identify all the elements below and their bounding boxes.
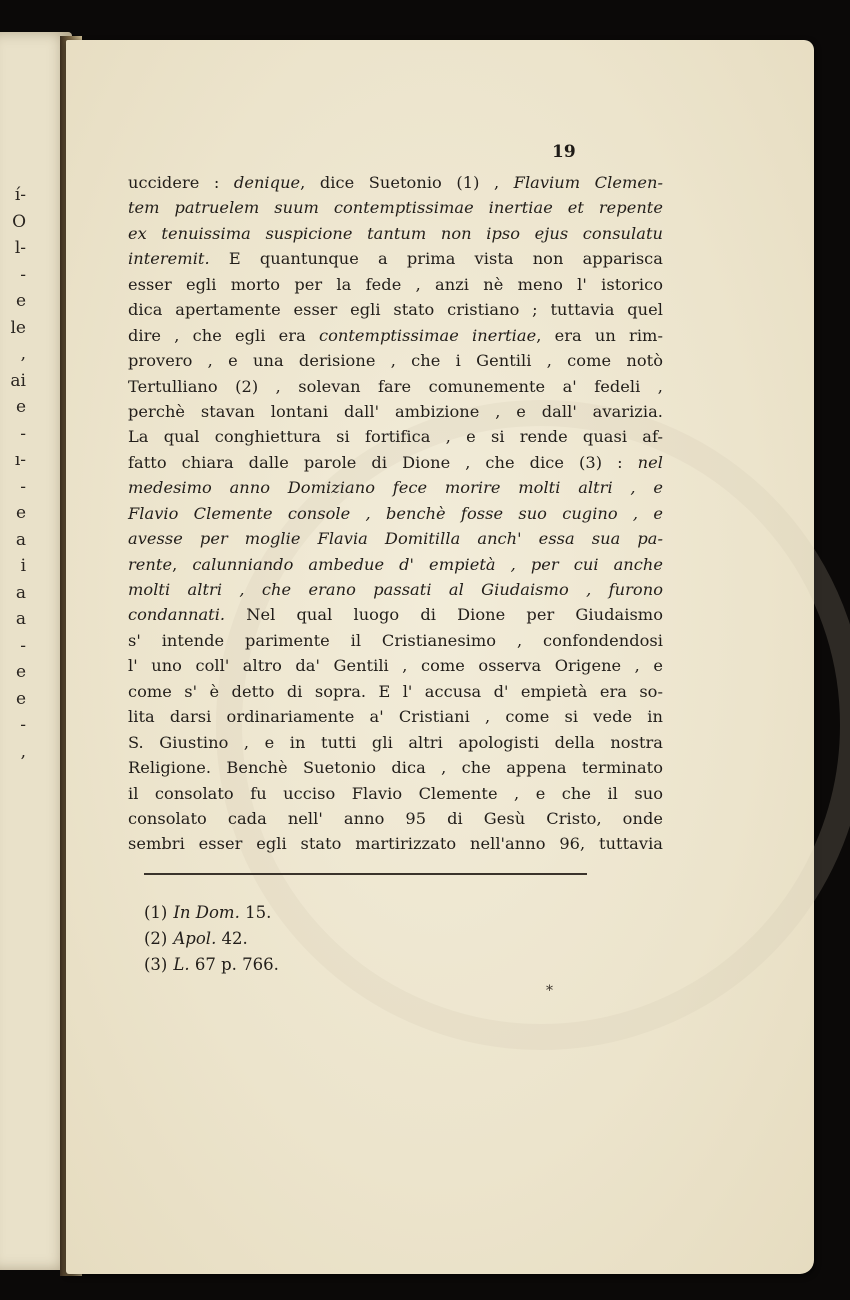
previous-page-fragment: - [20, 476, 26, 497]
text-line [128, 475, 663, 500]
italic-text: condannati. [128, 605, 226, 625]
text-line [128, 424, 663, 449]
roman-text: l' uno coll' altro da' Gentili , come osserva Origene , e [128, 656, 663, 676]
text-line [128, 806, 663, 831]
roman-text: lita darsi ordinariamente a' Cristiani , come si vede in [128, 707, 663, 727]
italic-text: tem patruelem suum contemptissimae inertiae et repente [128, 198, 663, 218]
roman-text: consolato cada nell' anno 95 di Gesù Cristo, onde [128, 808, 663, 828]
footnote [144, 900, 279, 926]
previous-page-fragment: e [15, 688, 26, 709]
roman-text: dire , che egli era [128, 325, 319, 345]
previous-page-fragment: ı- [14, 450, 26, 470]
text-line [128, 577, 663, 602]
text-line [128, 781, 663, 806]
italic-text: calunniando ambedue d' empietà , per cui anche [192, 554, 663, 574]
previous-page-fragment: ai [10, 370, 26, 391]
text-line [128, 399, 663, 424]
roman-text: fatto chiara dalle parole di Dione , che dice (3) : [128, 452, 638, 472]
text-line [128, 730, 663, 755]
roman-text: provero , e una derisione , che i Gentili , come notò [128, 351, 663, 371]
text-line [128, 653, 663, 678]
previous-page-fragment: , [20, 741, 26, 762]
italic-text: rente [128, 554, 173, 574]
previous-page-fragment: , [20, 344, 26, 364]
previous-page-fragment: e [15, 397, 26, 417]
text-line [128, 755, 663, 780]
signature-mark: * [546, 983, 553, 999]
text-line [128, 348, 663, 373]
roman-text: come s' è detto di sopra. E l' accusa d' empietà era so- [128, 681, 663, 701]
text-line [128, 552, 663, 577]
roman-text: S. Giustino , e in tutti gli altri apologisti della nostra [128, 732, 663, 752]
roman-text: dica apertamente esser egli stato cristiano ; tuttavia quel [128, 300, 663, 320]
roman-text: esser egli morto per la fede , anzi nè meno l' istorico [128, 274, 663, 294]
roman-text: , era un rim- [536, 325, 663, 345]
roman-text: perchè stavan lontani dall' ambizione , e dall' avarizia. [128, 401, 663, 421]
roman-text: uccidere : [128, 173, 234, 192]
text-line [128, 501, 663, 526]
previous-page-fragment: a [15, 529, 26, 550]
roman-text: Religione. Benchè Suetonio dica , che appena terminato [128, 758, 663, 778]
italic-text: Flavium Clemen- [513, 173, 663, 192]
text-line [128, 323, 663, 348]
footnote-number: (3) [144, 955, 168, 974]
italic-text: molti altri , che erano passati al Giudaismo , furono [128, 580, 663, 599]
italic-text: contemptissimae inertiae [318, 325, 537, 345]
page-number: 19 [552, 142, 576, 162]
previous-page-fragment: - [20, 635, 26, 656]
roman-text: il consolato fu ucciso Flavio Clemente , e che il suo [128, 783, 663, 803]
roman-text: Nel qual luogo di Dione per Giudaismo [225, 605, 663, 625]
text-line [128, 246, 663, 271]
text-line [128, 195, 663, 220]
footnote-rule [144, 873, 587, 875]
footnote-number: (1) [144, 903, 168, 922]
previous-page-fragment: e [15, 291, 26, 311]
text-line [128, 628, 663, 653]
text-line [128, 831, 663, 856]
previous-page-fragment: le [10, 317, 26, 338]
footnote-reference: Apol. [173, 929, 217, 948]
book-page [66, 40, 814, 1274]
text-line [128, 170, 663, 195]
text-line [128, 526, 663, 551]
roman-text: Tertulliano (2) , solevan fare comunemente a' fedeli , [128, 376, 663, 396]
previous-page-fragment: a [15, 582, 26, 603]
text-line [128, 297, 663, 322]
italic-text: denique [233, 173, 301, 192]
roman-text: s' intende parimente il Cristianesimo , confondendosi [128, 630, 663, 650]
text-line [128, 704, 663, 729]
text-line [128, 374, 663, 399]
previous-page-fragment: e [15, 662, 26, 682]
roman-text: , [172, 554, 193, 574]
text-line [128, 221, 663, 246]
text-line [128, 679, 663, 704]
roman-text: La qual conghiettura si fortifica , e si rende quasi af- [128, 427, 663, 447]
footnote-location: 67 p. 766. [189, 955, 279, 974]
footnote-location: 15. [239, 903, 272, 922]
previous-page-fragment: - [20, 264, 26, 285]
roman-text: E quantunque a prima vista non apparisca [209, 249, 663, 269]
text-line [128, 602, 663, 627]
previous-page-fragment: l- [14, 238, 26, 258]
footnote [144, 952, 279, 978]
previous-page-fragment: O [12, 211, 26, 232]
footnotes [144, 900, 279, 978]
footnote [144, 926, 279, 952]
roman-text: sembri esser egli stato martirizzato nell'anno 96, tuttavia [128, 834, 663, 854]
italic-text: Flavio Clemente console , benchè fosse suo cugino , e [128, 503, 663, 523]
previous-page-fragments [0, 182, 26, 765]
italic-text: avesse per moglie Flavia Domitilla anch' essa sua pa- [128, 529, 663, 549]
previous-page-fragment: e [15, 503, 26, 523]
previous-page-fragment: a [15, 609, 26, 629]
footnote-location: 42. [216, 929, 248, 948]
italic-text: ex tenuissima suspicione tantum non ipso ejus consulatu [128, 223, 663, 243]
italic-text: medesimo anno Domiziano fece morire molti altri , e [128, 478, 663, 498]
previous-page-fragment: - [20, 423, 26, 444]
body-text [128, 170, 663, 857]
previous-page-fragment: í- [14, 185, 26, 205]
text-line [128, 272, 663, 297]
previous-page-fragment: - [20, 715, 26, 735]
footnote-reference: L. [173, 955, 190, 974]
italic-text: nel [637, 452, 663, 472]
footnote-reference: In Dom. [173, 903, 240, 922]
previous-page-fragment: i [20, 556, 26, 576]
footnote-number: (2) [144, 929, 168, 948]
text-line [128, 450, 663, 475]
italic-text: interemit. [128, 249, 210, 269]
roman-text: , dice Suetonio (1) , [300, 173, 514, 192]
